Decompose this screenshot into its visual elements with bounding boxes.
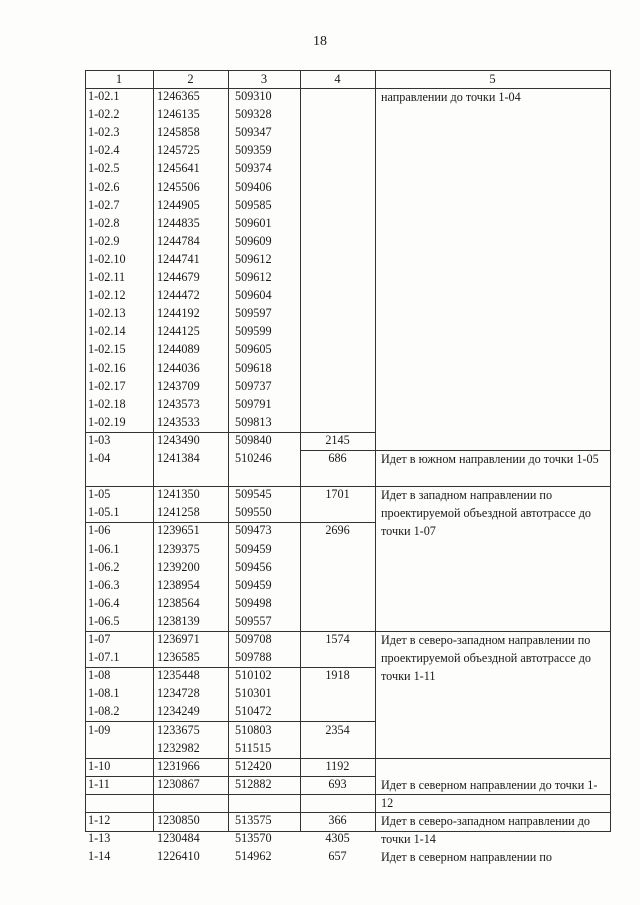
coord-x: 1245641 [157,161,200,176]
coord-x: 1234249 [157,704,200,719]
header-col-5: 5 [489,72,496,86]
table-row [85,287,611,305]
point-id: 1-09 [88,722,111,737]
grid-line [85,70,86,832]
segment-length: 366 [328,813,347,827]
grid-line [300,70,301,832]
coord-y: 512882 [235,776,272,791]
coord-x: 1245858 [157,125,200,140]
coord-y: 509601 [235,215,272,230]
header-col-2: 2 [187,72,194,86]
coord-x: 1234728 [157,686,200,701]
point-id: 1-05.1 [88,505,120,520]
coord-x: 1239375 [157,541,200,556]
segment-length: 686 [328,451,347,465]
grid-line [153,70,154,832]
grid-line [85,522,375,523]
coord-x: 1235448 [157,668,200,683]
coord-y: 509813 [235,414,272,429]
coord-x: 1244741 [157,251,200,266]
header-col-3: 3 [260,72,268,86]
segment-length: 4305 [325,831,350,846]
point-id: 1-02.11 [88,270,126,284]
grid-line [228,70,229,832]
point-id: 1-02.19 [88,414,126,429]
grid-line [85,667,375,668]
coord-y: 509557 [235,613,272,628]
point-id: 1-14 [88,849,111,864]
point-id: 1-02.6 [88,179,120,194]
table-row [85,106,611,124]
grid-line [85,486,611,487]
header-col-1: 1 [115,72,123,86]
segment-length: 1192 [325,758,350,773]
point-id: 1-05 [88,487,111,502]
coord-y: 509459 [235,577,272,592]
point-id: 1-11 [88,776,110,791]
point-id: 1-02.1 [88,89,120,103]
coord-x: 1239200 [157,559,200,574]
coord-x: 1241258 [157,505,200,520]
table-row [85,468,611,486]
coord-y: 509612 [235,270,272,284]
point-id: 1-06.5 [88,613,120,628]
point-id: 1-07.1 [88,650,120,665]
grid-line [85,758,375,759]
route-description: Идет в северо-западном направлении до точки 1-14 [381,814,591,847]
table-header [85,70,611,88]
coord-y: 509347 [235,125,272,140]
table-row [85,160,611,178]
table-row [85,142,611,160]
coord-y: 514962 [235,849,272,864]
coord-y: 509840 [235,432,272,447]
grid-line [85,88,611,89]
coord-y: 510301 [235,686,272,701]
coord-x: 1244472 [157,288,200,303]
point-id: 1-02.12 [88,288,126,303]
point-id: 1-12 [88,813,111,827]
table-row [85,378,611,396]
coord-y: 509609 [235,233,272,248]
grid-line [85,631,611,632]
segment-length: 1918 [325,668,350,683]
route-description: направлении до точки 1-04 [381,90,521,104]
coord-y: 509456 [235,559,272,574]
point-id: 1-02.14 [88,324,126,339]
coord-x: 1236585 [157,650,200,665]
table-row [85,341,611,359]
point-id: 1-02.10 [88,251,126,266]
coord-x: 1244679 [157,270,200,284]
coord-x: 1232982 [157,740,200,755]
point-id: 1-13 [88,831,111,846]
coord-y: 509618 [235,360,272,375]
grid-line [85,432,375,433]
grid-line [85,812,611,813]
table-row [85,197,611,215]
coord-x: 1236971 [157,632,200,646]
coord-y: 509604 [235,288,272,303]
point-id: 1-02.5 [88,161,120,176]
table-row [85,305,611,323]
coord-y: 513570 [235,831,272,846]
table-row [85,595,611,613]
coord-x: 1244192 [157,306,200,321]
coord-x: 1243490 [157,432,200,447]
point-id: 1-06.3 [88,577,120,592]
grid-line [85,794,611,795]
table-row [85,124,611,142]
point-id: 1-06 [88,523,111,538]
grid-line [85,776,375,777]
table-row [85,215,611,233]
table-row [85,179,611,197]
point-id: 1-02.9 [88,233,120,248]
page-number: 18 [313,34,327,49]
grid-line [375,758,611,759]
coord-x: 1244125 [157,324,200,339]
point-id: 1-02.3 [88,125,120,140]
segment-length: 2145 [325,432,350,447]
coord-y: 509737 [235,378,272,393]
segment-length: 657 [328,849,347,864]
table-row [85,740,611,758]
point-id: 1-03 [88,432,111,447]
coord-y: 509708 [235,632,272,646]
point-id: 1-08 [88,668,111,683]
table-row [85,269,611,287]
coord-x: 1238954 [157,577,200,592]
coord-y: 509459 [235,541,272,556]
grid-line [85,70,611,71]
grid-line [610,70,611,832]
coord-y: 509374 [235,161,272,176]
coord-y: 509498 [235,595,272,610]
coord-y: 512420 [235,758,272,773]
coord-y: 509612 [235,251,272,266]
point-id: 1-08.1 [88,686,120,701]
grid-line [85,831,611,832]
coord-x: 1241350 [157,487,200,502]
point-id: 1-02.4 [88,143,120,158]
coord-x: 1243533 [157,414,200,429]
coord-x: 1243709 [157,378,200,393]
table-row [85,559,611,577]
table-row [85,685,611,703]
coord-x: 1244089 [157,342,200,357]
grid-line [375,70,376,832]
coord-y: 509359 [235,143,272,158]
point-id: 1-10 [88,758,111,773]
coord-x: 1244784 [157,233,200,248]
coord-y: 509473 [235,523,272,538]
grid-line [85,721,375,722]
table-row [85,577,611,595]
coord-x: 1244036 [157,360,200,375]
coord-y: 510246 [235,451,272,465]
coord-x: 1230484 [157,831,200,846]
grid-line [300,450,375,451]
table-row [85,541,611,559]
coord-y: 509599 [235,324,272,339]
point-id: 1-02.16 [88,360,126,375]
coord-y: 510803 [235,722,272,737]
coordinates-table [85,70,611,865]
header-col-4: 4 [334,72,341,86]
coord-y: 509597 [235,306,272,321]
coord-y: 509545 [235,487,272,502]
point-id: 1-02.2 [88,107,120,122]
point-id: 1-02.13 [88,306,126,321]
coord-x: 1238139 [157,613,200,628]
coord-y: 509310 [235,89,272,103]
point-id: 1-02.18 [88,396,126,411]
table-row [85,233,611,251]
segment-length: 1574 [325,632,350,646]
point-id: 1-06.1 [88,541,120,556]
coord-x: 1238564 [157,595,200,610]
table-row [85,703,611,721]
coord-y: 509550 [235,505,272,520]
coord-x: 1244835 [157,215,200,230]
segment-length: 693 [328,776,347,791]
point-id: 1-02.7 [88,197,120,212]
coord-y: 511515 [235,740,272,755]
coord-y: 513575 [235,813,272,827]
table-row [85,360,611,378]
table-row [85,251,611,269]
table-row [85,613,611,631]
route-description: Идет в западном направлении по проектируемой объездной автотрассе до точки 1-07 [381,488,592,539]
coord-y: 509585 [235,197,272,212]
route-description: Идет в северном направлении до точки 1-12 [381,777,598,810]
table-row [85,323,611,341]
point-id: 1-04 [88,451,111,465]
coord-x: 1243573 [157,396,200,411]
coord-x: 1244905 [157,197,200,212]
coord-y: 509791 [235,396,272,411]
coord-x: 1233675 [157,722,200,737]
coord-x: 1245725 [157,143,200,158]
coord-y: 509788 [235,650,272,665]
segment-length: 2354 [325,722,350,737]
point-id: 1-08.2 [88,704,120,719]
coord-y: 510102 [235,668,272,683]
coord-y: 509605 [235,342,272,357]
segment-length: 2696 [325,523,350,538]
point-id: 1-07 [88,632,111,646]
coord-y: 510472 [235,704,272,719]
point-id: 1-02.17 [88,378,126,393]
route-description: Идет в северном направлении по [381,850,552,865]
coord-x: 1231966 [157,758,200,773]
coord-x: 1246135 [157,107,200,122]
point-id: 1-02.15 [88,342,126,357]
coord-x: 1245506 [157,179,200,194]
route-description: Идет в северо-западном направлении по проектируемой объездной автотрассе до точки 1-11 [381,633,592,684]
coord-x: 1239651 [157,523,200,538]
coord-x: 1241384 [157,451,200,465]
coord-y: 509406 [235,179,272,194]
table-row [85,396,611,414]
coord-x: 1230850 [157,813,200,827]
grid-line [375,450,611,451]
route-description: Идет в южном направлении до точки 1-05 [381,452,599,466]
coord-x: 1230867 [157,776,200,791]
coord-x: 1246365 [157,89,200,103]
segment-length: 1701 [325,487,350,502]
table-row [85,414,611,432]
coord-x: 1226410 [157,849,200,864]
point-id: 1-02.8 [88,215,120,230]
point-id: 1-06.2 [88,559,120,574]
point-id: 1-06.4 [88,595,120,610]
coord-y: 509328 [235,107,272,122]
